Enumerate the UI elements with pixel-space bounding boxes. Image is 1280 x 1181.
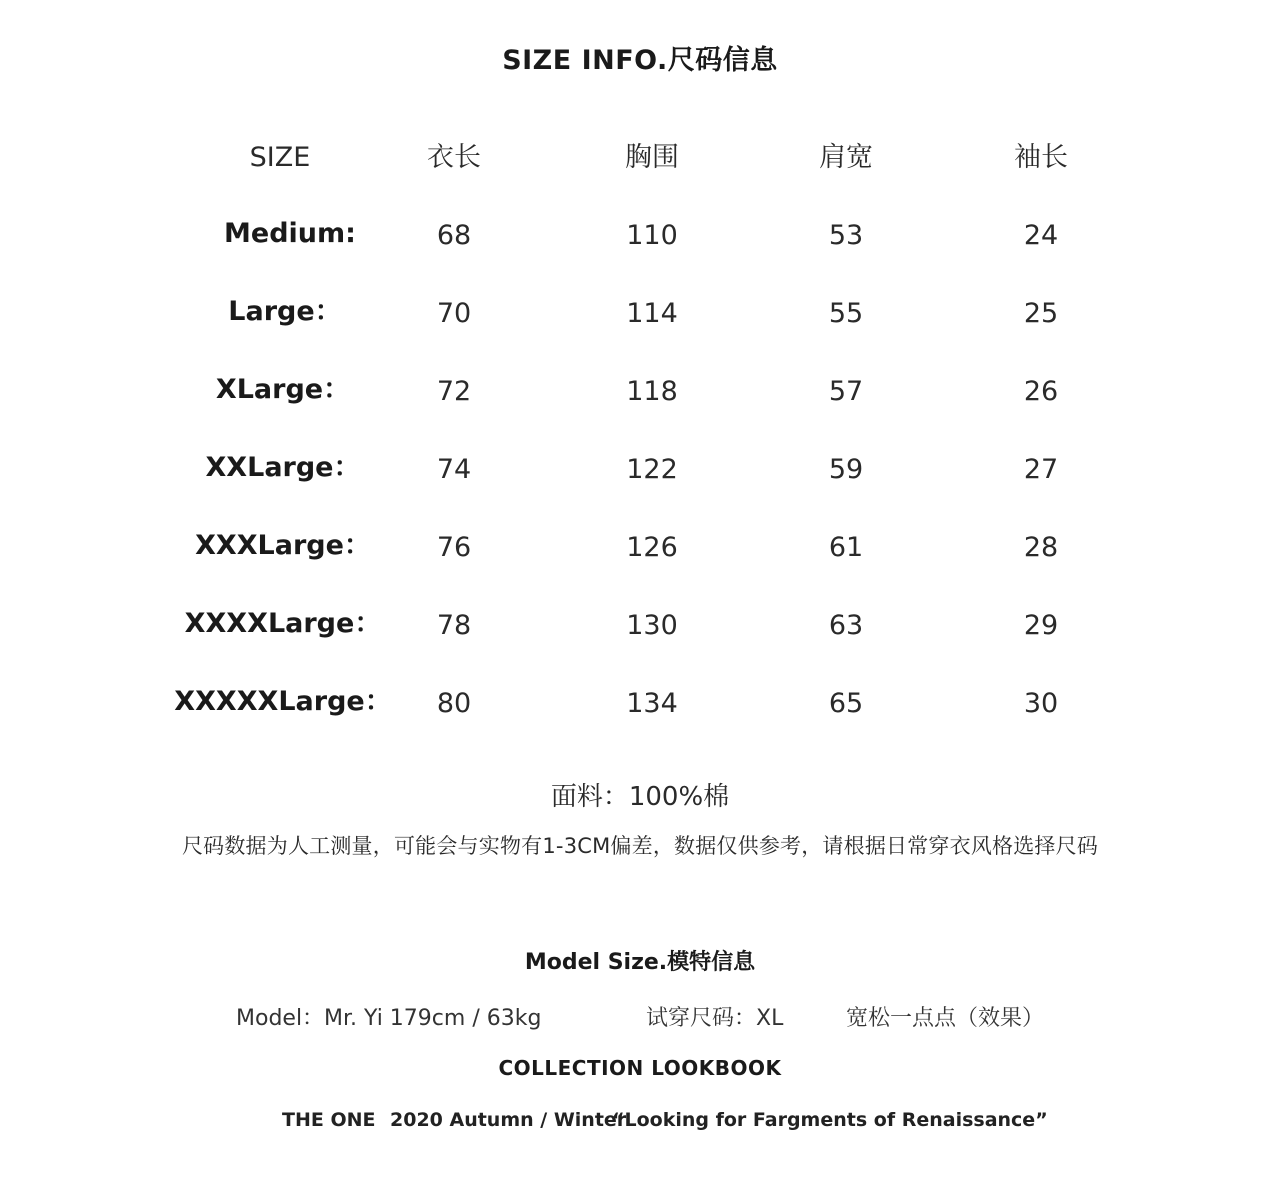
size-label: XLarge： bbox=[215, 374, 351, 405]
table-cell: 118 bbox=[626, 376, 678, 407]
header-sleeve: 袖长 bbox=[1014, 142, 1068, 173]
table-cell: 30 bbox=[1023, 688, 1059, 719]
header-chest: 胸围 bbox=[625, 142, 679, 173]
table-cell: 76 bbox=[436, 532, 472, 563]
table-cell: 70 bbox=[436, 298, 472, 329]
table-cell: 59 bbox=[828, 454, 864, 485]
brand-name: THE ONE bbox=[282, 1109, 376, 1131]
header-shoulder: 肩宽 bbox=[819, 142, 873, 173]
table-cell: 25 bbox=[1023, 298, 1059, 329]
size-info-title: SIZE INFO.尺码信息 bbox=[502, 45, 778, 76]
collection-name: “Looking for Fargments of Renaissance” bbox=[612, 1109, 1048, 1131]
table-cell: 74 bbox=[436, 454, 472, 485]
table-cell: 122 bbox=[626, 454, 678, 485]
table-cell: 78 bbox=[436, 610, 472, 641]
season-label: 2020 Autumn / Winter bbox=[390, 1109, 627, 1131]
header-size: SIZE bbox=[249, 142, 311, 173]
table-cell: 110 bbox=[626, 220, 678, 251]
table-cell: 53 bbox=[828, 220, 864, 251]
table-cell: 61 bbox=[828, 532, 864, 563]
table-cell: 57 bbox=[828, 376, 864, 407]
size-label: Medium: bbox=[224, 218, 356, 249]
header-length: 衣长 bbox=[427, 142, 481, 173]
model-info: Model：Mr. Yi 179cm / 63kg bbox=[236, 1006, 542, 1031]
table-cell: 28 bbox=[1023, 532, 1059, 563]
table-cell: 26 bbox=[1023, 376, 1059, 407]
tried-size: 试穿尺码：XL bbox=[646, 1006, 784, 1031]
table-cell: 63 bbox=[828, 610, 864, 641]
size-label: Large： bbox=[228, 296, 342, 327]
size-label: XXXXLarge： bbox=[184, 608, 382, 639]
table-cell: 68 bbox=[436, 220, 472, 251]
fit-effect: 宽松一点点（效果） bbox=[846, 1006, 1045, 1031]
size-label: XXLarge： bbox=[205, 452, 361, 483]
table-cell: 55 bbox=[828, 298, 864, 329]
table-cell: 114 bbox=[626, 298, 678, 329]
size-label: XXXLarge： bbox=[195, 530, 371, 561]
table-cell: 126 bbox=[626, 532, 678, 563]
table-cell: 130 bbox=[626, 610, 678, 641]
table-cell: 27 bbox=[1023, 454, 1059, 485]
table-cell: 24 bbox=[1023, 220, 1059, 251]
lookbook-title: COLLECTION LOOKBOOK bbox=[498, 1056, 782, 1080]
size-label: XXXXXLarge： bbox=[174, 686, 392, 717]
table-cell: 134 bbox=[626, 688, 678, 719]
table-cell: 65 bbox=[828, 688, 864, 719]
table-cell: 80 bbox=[436, 688, 472, 719]
measurement-note: 尺码数据为人工测量，可能会与实物有1-3CM偏差，数据仅供参考，请根据日常穿衣风格选择尺码 bbox=[181, 834, 1099, 858]
table-cell: 72 bbox=[436, 376, 472, 407]
model-size-title: Model Size.模特信息 bbox=[524, 950, 756, 975]
table-cell: 29 bbox=[1023, 610, 1059, 641]
fabric-info: 面料：100%棉 bbox=[550, 782, 730, 812]
